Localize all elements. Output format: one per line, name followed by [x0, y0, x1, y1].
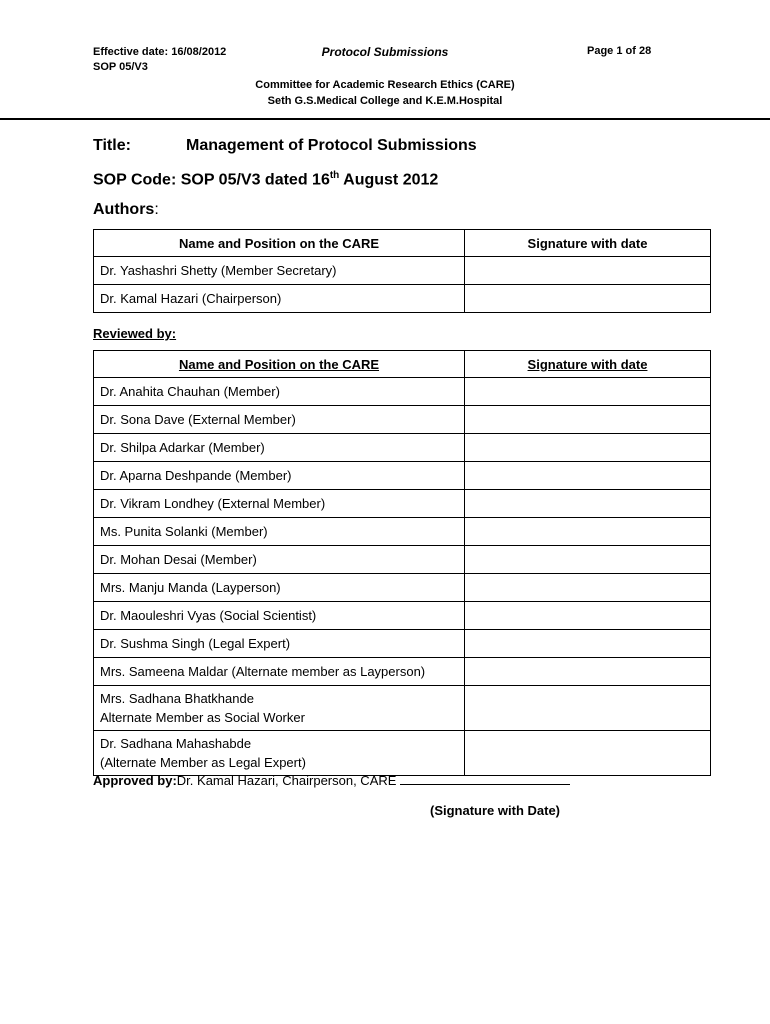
reviewed-table-body: [94, 378, 711, 776]
signature-cell[interactable]: [465, 546, 711, 574]
member-name-cell: Dr. Sushma Singh (Legal Expert): [94, 630, 465, 658]
reviewer-row: [94, 546, 711, 574]
signature-cell[interactable]: [465, 257, 711, 285]
header-doc-title: Protocol Submissions: [321, 45, 449, 59]
sop-code-suffix: August 2012: [339, 171, 439, 189]
signature-cell[interactable]: [465, 602, 711, 630]
reviewed-heading: Reviewed by:: [93, 326, 177, 341]
authors-table-header: [94, 230, 711, 257]
member-name-cell: Dr. Aparna Deshpande (Member): [94, 462, 465, 490]
reviewer-row: [94, 630, 711, 658]
signature-cell[interactable]: [465, 462, 711, 490]
approved-by: [93, 772, 570, 788]
reviewer-row: [94, 490, 711, 518]
reviewer-row: [94, 686, 711, 731]
author-row: [94, 257, 711, 285]
member-name-cell: Ms. Punita Solanki (Member): [94, 518, 465, 546]
title-value: Management of Protocol Submissions: [186, 137, 477, 154]
signature-cell[interactable]: [465, 518, 711, 546]
reviewed-table-header: [94, 351, 711, 378]
committee-name: Committee for Academic Research Ethics (CARE): [255, 79, 515, 91]
signature-cell[interactable]: [465, 686, 711, 731]
signature-cell[interactable]: [465, 630, 711, 658]
institution-name: Seth G.S.Medical College and K.E.M.Hospital: [267, 95, 503, 107]
signature-cell[interactable]: [465, 490, 711, 518]
effective-date: Effective date: 16/08/2012: [93, 46, 227, 58]
member-name-cell: Dr. Shilpa Adarkar (Member): [94, 434, 465, 462]
reviewed-col-signature: Signature with date: [465, 351, 711, 378]
header-divider: [0, 118, 770, 120]
signature-cell[interactable]: [465, 574, 711, 602]
sop-code-prefix: SOP Code: SOP 05/V3 dated 16: [93, 171, 330, 189]
page-number: Page 1 of 28: [587, 45, 652, 57]
signature-date-note: (Signature with Date): [430, 803, 561, 818]
title-label: Title:: [93, 137, 131, 154]
reviewer-row: [94, 434, 711, 462]
authors-table: [93, 229, 711, 313]
member-name-cell: Mrs. Sadhana Bhatkhande Alternate Member as Social Worker: [94, 686, 465, 731]
signature-cell[interactable]: [465, 658, 711, 686]
member-name-cell: Dr. Kamal Hazari (Chairperson): [94, 285, 465, 313]
member-name-cell: Dr. Mohan Desai (Member): [94, 546, 465, 574]
sop-code: [93, 170, 438, 189]
member-name-cell: Dr. Vikram Londhey (External Member): [94, 490, 465, 518]
authors-col-name: Name and Position on the CARE: [94, 230, 465, 257]
reviewer-row: [94, 378, 711, 406]
sop-id: SOP 05/V3: [93, 61, 148, 73]
authors-col-signature: Signature with date: [465, 230, 711, 257]
member-name-cell: Mrs. Sameena Maldar (Alternate member as Layperson): [94, 658, 465, 686]
signature-cell[interactable]: [465, 731, 711, 776]
committee-block: [0, 77, 770, 109]
reviewed-table: [93, 350, 711, 776]
authors-colon: :: [154, 201, 159, 218]
approved-label: Approved by:: [93, 773, 177, 788]
reviewer-row: [94, 602, 711, 630]
reviewer-row: [94, 462, 711, 490]
authors-heading: [93, 201, 159, 219]
signature-cell[interactable]: [465, 406, 711, 434]
reviewed-col-name: Name and Position on the CARE: [94, 351, 465, 378]
member-name-cell: Mrs. Manju Manda (Layperson): [94, 574, 465, 602]
authors-label: Authors: [93, 201, 155, 218]
member-name-cell: Dr. Sona Dave (External Member): [94, 406, 465, 434]
member-name-cell: Dr. Maouleshri Vyas (Social Scientist): [94, 602, 465, 630]
reviewer-row: [94, 518, 711, 546]
reviewer-row: [94, 406, 711, 434]
reviewer-row: [94, 731, 711, 776]
signature-line[interactable]: [400, 772, 570, 785]
title-row: [93, 137, 477, 155]
author-row: [94, 285, 711, 313]
signature-cell[interactable]: [465, 434, 711, 462]
member-name-cell: Dr. Anahita Chauhan (Member): [94, 378, 465, 406]
approved-value: Dr. Kamal Hazari, Chairperson, CARE: [176, 773, 397, 788]
signature-cell[interactable]: [465, 378, 711, 406]
signature-cell[interactable]: [465, 285, 711, 313]
sop-code-sup: th: [329, 170, 340, 181]
reviewer-row: [94, 574, 711, 602]
reviewer-row: [94, 658, 711, 686]
member-name-cell: Dr. Sadhana Mahashabde (Alternate Member as Legal Expert): [94, 731, 465, 776]
member-name-cell: Dr. Yashashri Shetty (Member Secretary): [94, 257, 465, 285]
authors-table-body: [94, 257, 711, 313]
